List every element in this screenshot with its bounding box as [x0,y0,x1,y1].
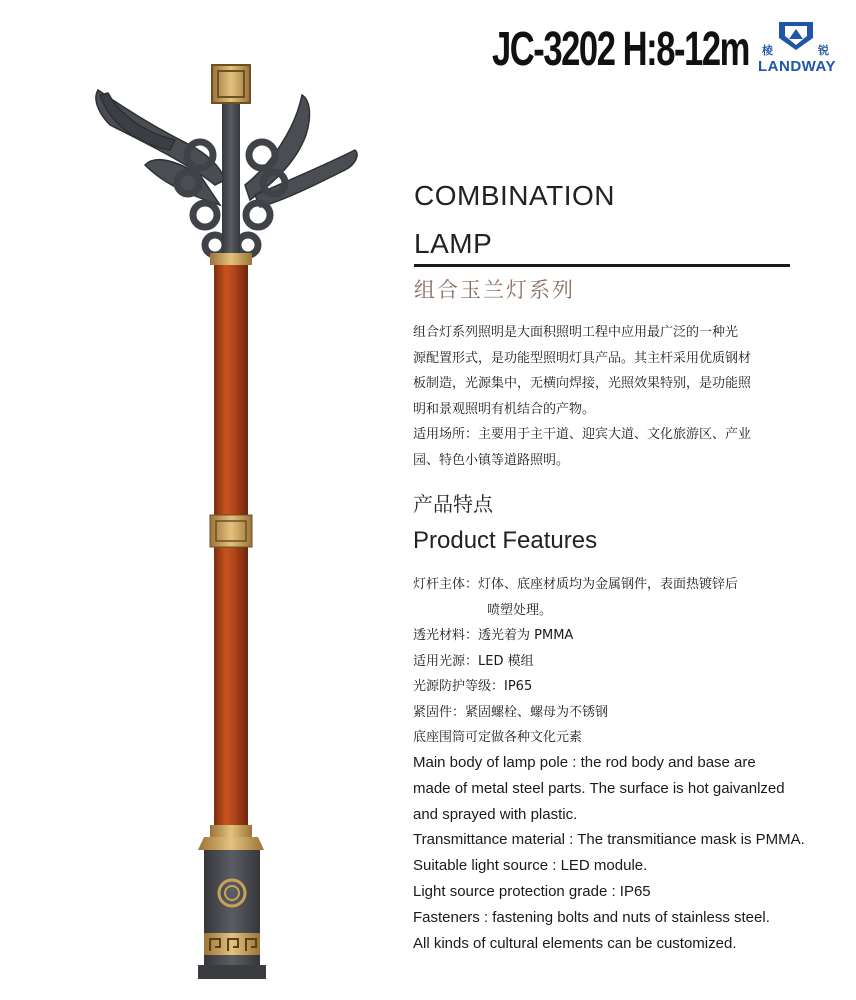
spec-en-line: and sprayed with plastic. [413,805,578,823]
lamp-illustration [80,55,380,985]
logo-text: LANDWAY [758,58,836,75]
spec-line: 适用光源：LED 模组 [413,653,534,669]
logo-cn-left: 棱 [762,44,773,57]
features-title-cn: 产品特点 [413,492,493,516]
spec-en-line: Transmittance material : The transmitiance mask is PMMA. [413,831,805,849]
base-plinth [198,965,266,979]
heading-divider [414,264,790,267]
spec-line: 透光材料：透光着为 PMMA [413,628,574,643]
base-meander-band [204,933,260,955]
landway-logo [752,20,842,76]
spec-en-line: Light source protection grade : IP65 [413,882,651,900]
spec-en-line: Suitable light source : LED module. [413,857,648,875]
intro-line: 板制造，光源集中，无横向焊接，光照效果特别，是功能照 [413,376,752,391]
intro-line: 组合灯系列照明是大面积照明工程中应用最广泛的一种光 [413,325,739,340]
intro-paragraph [413,320,813,473]
spire-stem [222,95,240,255]
spec-en-line: Fasteners : fastening bolts and nuts of stainless steel. [413,908,770,926]
features-title-en: Product Features [413,527,598,554]
spec-line: 光源防护等级：IP65 [413,679,533,694]
pole-collar-top [210,253,252,265]
spec-en-line: made of metal steel parts. The surface is hot gaivanlzed [413,779,785,797]
spec-line: 底座围筒可定做各种文化元素 [413,730,583,745]
spec-en-line: Main body of lamp pole : the rod body and base are [413,754,756,771]
base-top [198,837,264,850]
intro-line: 适用场所：主要用于主干道、迎宾大道、文化旅游区、产业 [413,427,752,442]
model-title: JC-3202 H:8-12m [492,23,749,76]
intro-line: 源配置形式，是功能型照明灯具产品。其主杆采用优质钢材 [413,350,752,366]
spec-line: 紧固件：紧固螺栓、螺母为不锈钢 [413,704,609,720]
heading-cn: 组合玉兰灯系列 [414,278,575,302]
logo-cn-right: 锐 [818,44,829,57]
heading-en-line1: COMBINATION [414,180,615,211]
spec-line: 灯杆主体：灯体、底座材质均为金属钢件，表面热镀锌后 [413,577,739,592]
intro-line: 明和景观照明有机结合的产物。 [413,401,596,417]
spec-en-line: All kinds of cultural elements can be customized. [413,934,737,952]
landway-logo-icon [777,20,815,52]
heading-en-line2: LAMP [414,228,493,259]
intro-line: 园、特色小镇等道路照明。 [413,452,570,468]
left-lamp-arm [96,90,225,205]
spec-line: 喷塑处理。 [487,602,553,618]
spec-list-en [413,750,853,956]
spec-list-cn [413,572,853,751]
